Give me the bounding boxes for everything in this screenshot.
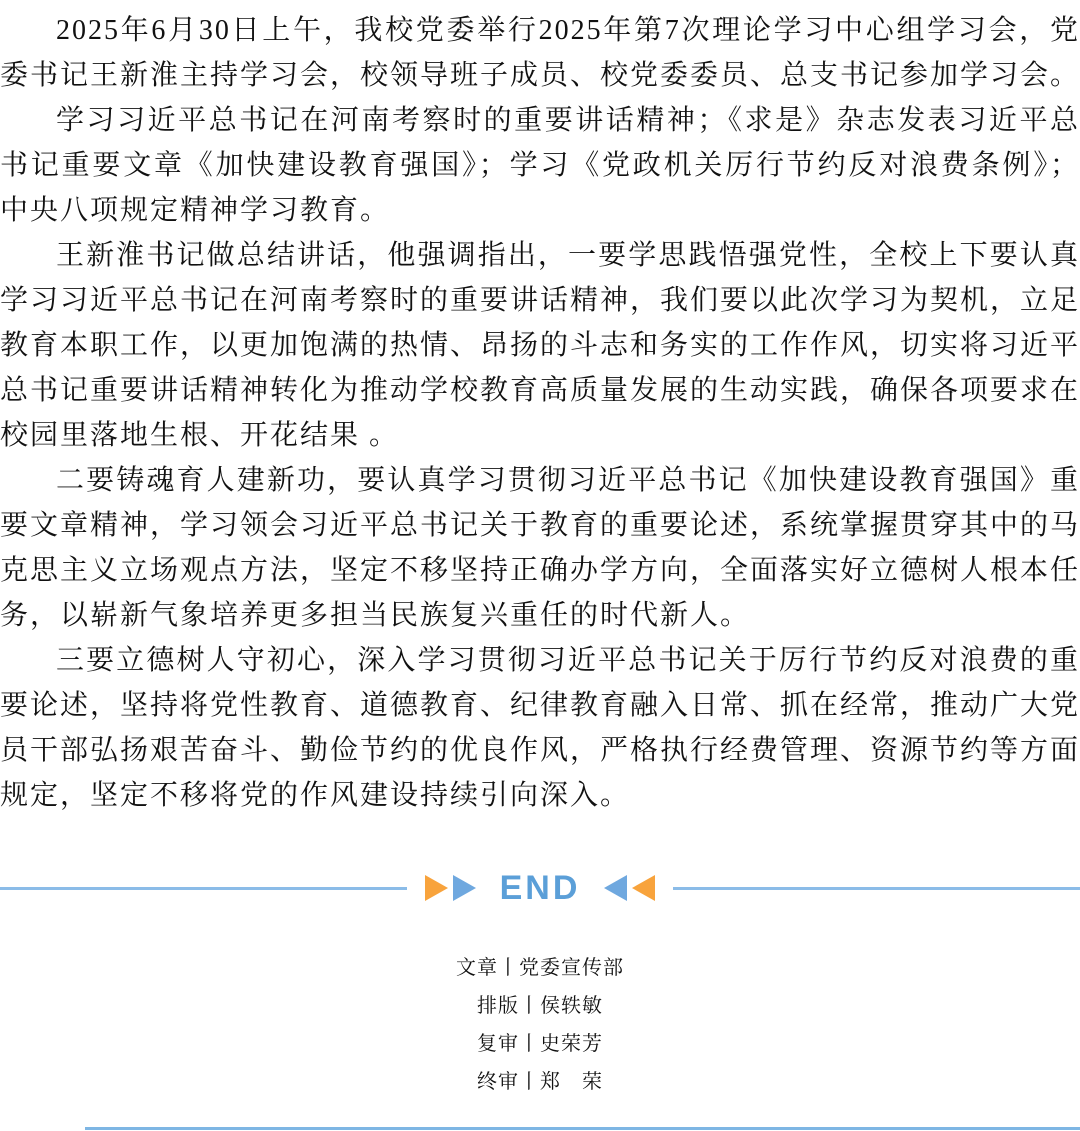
article-paragraph: 三要立德树人守初心，深入学习贯彻习近平总书记关于厉行节约反对浪费的重要论述，坚持将党性教育、道德教育、纪律教育融入日常、抓在经常，推动广大党员干部弘扬艰苦奋斗、勤俭节约的优良作风，严格执行经费管理、资源节约等方面规定，坚定不移将党的作风建设持续引向深入。 [0, 645, 1080, 811]
credit-line-layout: 排版丨侯轶敏 [477, 995, 603, 1017]
arrow-right-orange-icon [425, 875, 448, 901]
credit-line-review: 复审丨史荣芳 [477, 1033, 603, 1055]
article-body [0, 8, 1080, 818]
article-paragraph: 2025年6月30日上午，我校党委举行2025年第7次理论学习中心组学习会，党委书记王新淮主持学习会，校领导班子成员、校党委委员、总支书记参加学习会。 [0, 15, 1080, 91]
end-divider [0, 866, 1080, 910]
credit-line-author: 文章丨党委宣传部 [456, 957, 624, 979]
credits-block [0, 949, 1080, 1101]
arrow-right-blue-icon [453, 875, 476, 901]
end-label: END [499, 869, 581, 907]
bottom-divider-line [85, 1127, 1080, 1130]
arrow-left-orange-icon [632, 875, 655, 901]
arrow-left-blue-icon [604, 875, 627, 901]
divider-line-right [673, 887, 1080, 890]
divider-line-left [0, 887, 407, 890]
article-paragraph: 二要铸魂育人建新功，要认真学习贯彻习近平总书记《加快建设教育强国》重要文章精神，学习领会习近平总书记关于教育的重要论述，系统掌握贯穿其中的马克思主义立场观点方法，坚定不移坚持正确办学方向，全面落实好立德树人根本任务，以崭新气象培养更多担当民族复兴重任的时代新人。 [0, 465, 1080, 631]
credit-line-final-review: 终审丨郑 荣 [477, 1071, 603, 1093]
article-paragraph: 学习习近平总书记在河南考察时的重要讲话精神；《求是》杂志发表习近平总书记重要文章《加快建设教育强国》；学习《党政机关厉行节约反对浪费条例》；中央八项规定精神学习教育。 [0, 105, 1080, 226]
article-paragraph: 王新淮书记做总结讲话，他强调指出，一要学思践悟强党性，全校上下要认真学习习近平总书记在河南考察时的重要讲话精神，我们要以此次学习为契机，立足教育本职工作，以更加饱满的热情、昂扬的斗志和务实的工作作风，切实将习近平总书记重要讲话精神转化为推动学校教育高质量发展的生动实践，确保各项要求在校园里落地生根、开花结果 。 [0, 240, 1080, 451]
